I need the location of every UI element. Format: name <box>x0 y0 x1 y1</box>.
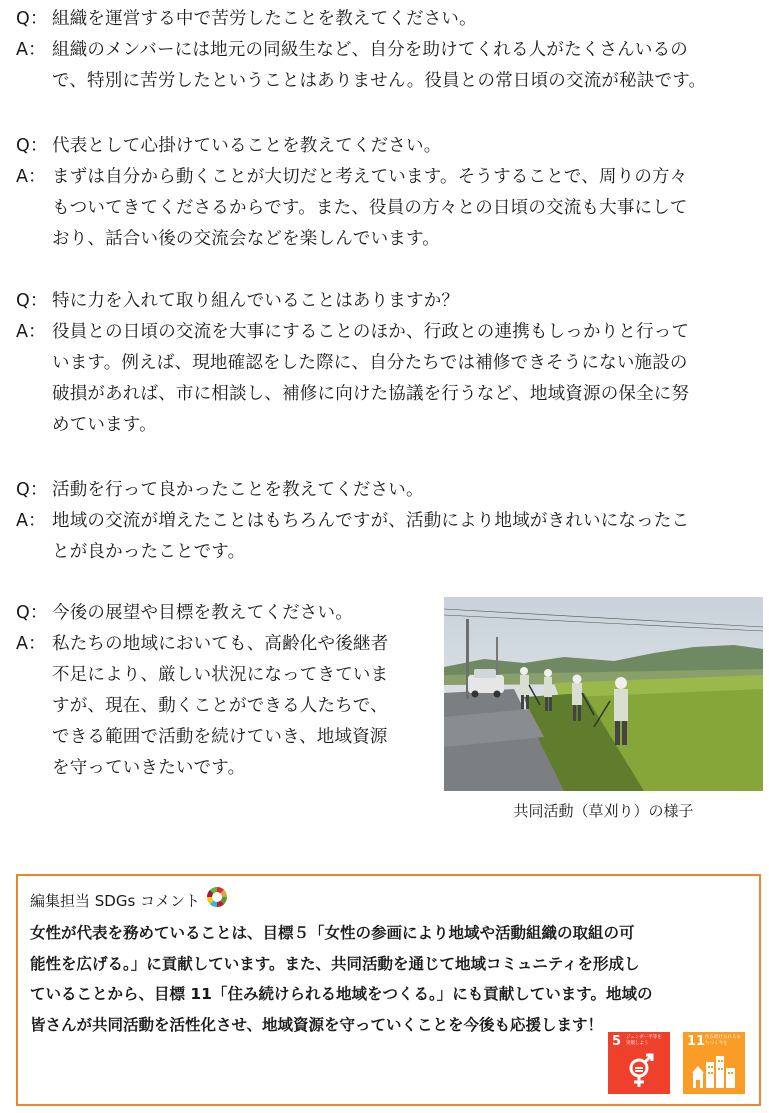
answer <box>16 35 764 97</box>
a-mark: A： <box>16 511 46 531</box>
comment-line: ていることから、目標 11「住み続けられる地域をつくる。」にも貢献しています。地域の <box>30 985 653 1003</box>
q-mark: Q： <box>16 136 48 156</box>
answer-line: まずは自分から動くことが大切だと考えています。そうすることで、周りの方々 <box>52 167 688 187</box>
qa-item-2 <box>16 131 764 255</box>
answer-line: います。例えば、現地確認をした際に、自分たちでは補修できそうにない施設の <box>52 353 688 373</box>
q-mark: Q： <box>16 603 48 623</box>
question <box>16 4 764 35</box>
question <box>16 131 764 162</box>
qa-item-4 <box>16 475 764 568</box>
answer-text <box>52 317 764 441</box>
a-mark: A： <box>16 322 46 342</box>
question-text: 特に力を入れて取り組んでいることはありますか？ <box>52 291 460 311</box>
comment-line: 皆さんが共同活動を活性化させ、地域資源を守っていくことを今後も応援します！ <box>30 1015 604 1034</box>
answer-line: 組織のメンバーには地元の同級生など、自分を助けてくれる人がたくさんいるの <box>52 40 688 60</box>
comment-line: 能性を広げる。」に貢献しています。また、共同活動を通じて地域コミュニティを形成し <box>30 954 640 973</box>
answer-line: 役員との日頃の交流を大事にすることのほか、行政との連携もしっかりと行って <box>52 322 690 342</box>
q-mark: Q： <box>16 291 48 311</box>
comment-text <box>30 918 750 1040</box>
qa-item-5 <box>16 598 436 784</box>
answer <box>16 506 764 568</box>
sdg-goal-number: 5 <box>612 1034 622 1049</box>
question-text: 組織を運営する中で苦労したことを教えてください。 <box>52 9 477 29</box>
question-text: 活動を行って良かったことを教えてください。 <box>52 480 424 500</box>
answer <box>16 629 436 784</box>
q-mark: Q： <box>16 9 48 29</box>
answer-line: 私たちの地域においても、高齢化や後継者 <box>52 634 389 654</box>
sustainable-city-icon <box>691 1054 737 1090</box>
answer-text <box>52 162 764 255</box>
answer-text <box>52 506 764 568</box>
answer-line: とが良かったことです。 <box>52 542 246 562</box>
qa-item-3 <box>16 286 764 441</box>
sdg-goal-5-badge <box>608 1032 670 1094</box>
photo-caption: 共同活動（草刈り）の様子 <box>513 802 694 820</box>
comment-line: 女性が代表を務めていることは、目標５「女性の参画により地域や活動組織の取組の可 <box>30 924 635 942</box>
sdg-goal-11-badge <box>683 1032 745 1094</box>
sdg-goal-text: ジェンダー平等を実現しよう <box>626 1035 662 1046</box>
answer-line: おり、話合い後の交流会などを楽しんでいます。 <box>52 229 440 249</box>
answer <box>16 317 764 441</box>
answer-line: で、特別に苦労したということはありません。役員との常日頃の交流が秘訣です。 <box>52 71 707 91</box>
a-mark: A： <box>16 40 46 60</box>
sdgs-wheel-icon <box>206 886 228 915</box>
question <box>16 475 764 506</box>
answer-line: 地域の交流が増えたことはもちろんですが、活動により地域がきれいになったこ <box>52 511 690 531</box>
a-mark: A： <box>16 634 46 654</box>
qa-item-1 <box>16 4 764 97</box>
comment-header <box>30 886 228 915</box>
gender-equality-icon <box>625 1052 655 1090</box>
answer <box>16 162 764 255</box>
sdgs-comment-box <box>16 874 761 1106</box>
a-mark: A： <box>16 167 46 187</box>
answer-line: めています。 <box>52 415 157 435</box>
question <box>16 286 764 317</box>
answer-line: 不足により、厳しい状況になってきていま <box>52 665 389 685</box>
answer-text <box>52 629 436 784</box>
answer-text <box>52 35 764 97</box>
answer-line: すが、現在、動くことができる人たちで、 <box>52 696 388 716</box>
question <box>16 598 436 629</box>
q-mark: Q： <box>16 480 48 500</box>
sdg-goal-text: 住み続けられるまちづくりを <box>705 1035 741 1046</box>
comment-title: 編集担当 SDGs コメント <box>30 891 201 910</box>
answer-line: できる範囲で活動を続けていき、地域資源 <box>52 727 388 747</box>
question-text: 代表として心掛けていることを教えてください。 <box>52 136 442 156</box>
answer-line: もついてきてくださるからです。また、役員の方々との日頃の交流も大事にして <box>52 198 688 218</box>
answer-line: を守っていきたいです。 <box>52 758 246 778</box>
sdg-goal-number: 11 <box>687 1034 706 1049</box>
answer-line: 破損があれば、市に相談し、補修に向けた協議を行うなど、地域資源の保全に努 <box>52 384 690 404</box>
question-text: 今後の展望や目標を教えてください。 <box>52 603 353 623</box>
grass-cutting-photo <box>444 597 763 791</box>
